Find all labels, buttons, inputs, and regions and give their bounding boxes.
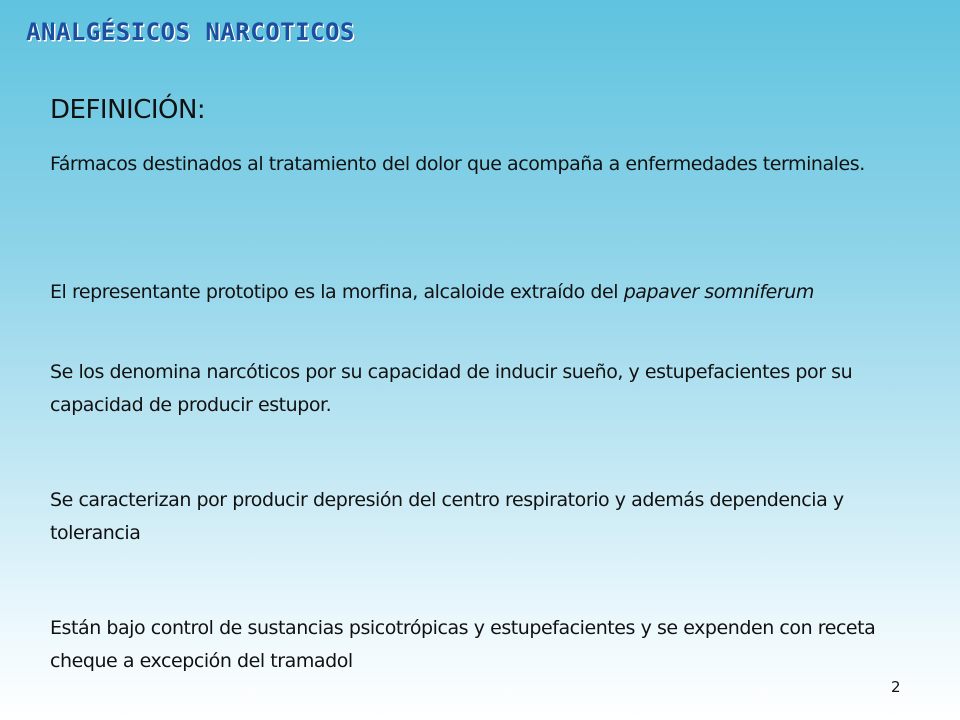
control-paragraph: Están bajo control de sustancias psicotrópicas y estupefacientes y se expenden con receta cheque a excepción del tramadol [50,617,876,672]
definition-heading: DEFINICIÓN: [50,95,206,125]
species-name: papaver somniferum [623,281,814,303]
definition-paragraph: Fármacos destinados al tratamiento del dolor que acompaña a enfermedades terminales. [50,153,865,175]
slide-title: ANALGÉSICOS NARCOTICOS [26,18,355,46]
characteristics-paragraph: Se caracterizan por producir depresión del centro respiratorio y además dependencia y tolerancia [50,489,844,544]
prototype-paragraph [50,276,910,309]
page-number: 2 [891,678,901,696]
naming-paragraph: Se los denomina narcóticos por su capacidad de inducir sueño, y estupefacientes por su capacidad de producir estupor. [50,361,853,416]
prototype-text: El representante prototipo es la morfina, alcaloide extraído del [50,281,624,303]
